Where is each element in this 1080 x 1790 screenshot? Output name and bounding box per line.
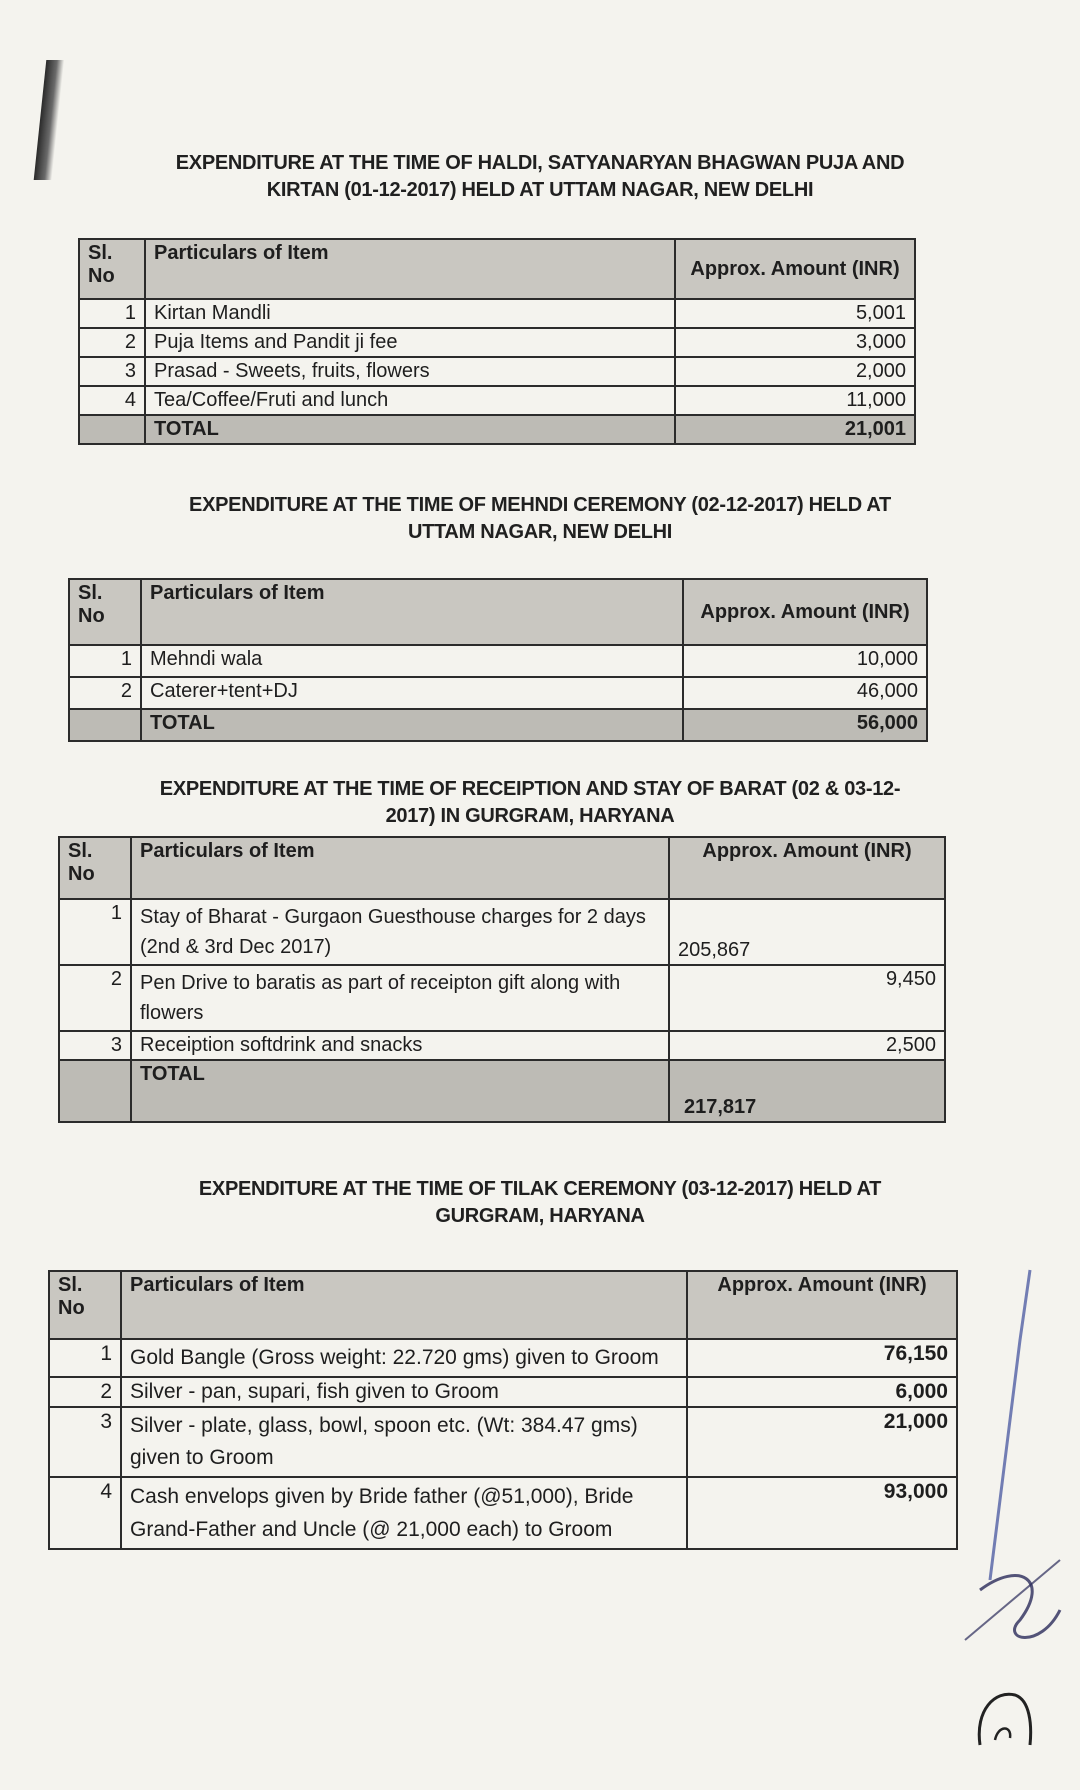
table-row xyxy=(79,299,915,328)
table-row xyxy=(69,677,927,709)
col-item-header: Particulars of Item xyxy=(141,579,683,645)
row-amount: 2,500 xyxy=(669,1031,945,1060)
row-item: Tea/Coffee/Fruti and lunch xyxy=(145,386,675,415)
total-sl-cell xyxy=(59,1060,131,1122)
section-4-heading: EXPENDITURE AT THE TIME OF TILAK CEREMONY (03-12-2017) HELD AT GURGRAM, HARYANA xyxy=(198,1178,882,1227)
col-amount-header: Approx. Amount (INR) xyxy=(683,579,927,645)
col-amount-header: Approx. Amount (INR) xyxy=(675,239,915,299)
row-item: Receiption softdrink and snacks xyxy=(131,1031,669,1060)
row-sl: 1 xyxy=(49,1339,121,1377)
row-item: Prasad - Sweets, fruits, flowers xyxy=(145,357,675,386)
table-row xyxy=(49,1477,957,1549)
row-amount: 3,000 xyxy=(675,328,915,357)
total-amount: 217,817 xyxy=(669,1060,945,1122)
total-sl-cell xyxy=(79,415,145,444)
table-row xyxy=(49,1377,957,1407)
total-row xyxy=(79,415,915,444)
row-amount: 21,000 xyxy=(687,1407,957,1477)
col-sl-header: Sl. No xyxy=(69,579,141,645)
row-sl: 3 xyxy=(59,1031,131,1060)
total-label: TOTAL xyxy=(145,415,675,444)
table-header-row xyxy=(59,837,945,899)
col-sl-header: Sl. No xyxy=(49,1271,121,1339)
total-label: TOTAL xyxy=(131,1060,669,1122)
table-row xyxy=(79,328,915,357)
table-row xyxy=(49,1339,957,1377)
row-amount: 93,000 xyxy=(687,1477,957,1549)
table-row xyxy=(59,965,945,1031)
table-row xyxy=(59,1031,945,1060)
row-item: Kirtan Mandli xyxy=(145,299,675,328)
col-item-header: Particulars of Item xyxy=(121,1271,687,1339)
section-1-table xyxy=(78,238,916,445)
table-header-row xyxy=(69,579,927,645)
row-sl: 4 xyxy=(49,1477,121,1549)
total-label: TOTAL xyxy=(141,709,683,741)
table-row xyxy=(79,386,915,415)
col-sl-header: Sl. No xyxy=(59,837,131,899)
table-row xyxy=(69,645,927,677)
row-amount: 9,450 xyxy=(669,965,945,1031)
col-item-header: Particulars of Item xyxy=(131,837,669,899)
row-amount: 205,867 xyxy=(669,899,945,965)
table-row xyxy=(59,899,945,965)
table-header-row xyxy=(49,1271,957,1339)
row-sl: 3 xyxy=(49,1407,121,1477)
row-item: Stay of Bharat - Gurgaon Guesthouse charges for 2 days (2nd & 3rd Dec 2017) xyxy=(131,899,669,965)
row-sl: 1 xyxy=(79,299,145,328)
col-amount-header: Approx. Amount (INR) xyxy=(669,837,945,899)
total-row xyxy=(59,1060,945,1122)
row-item: Silver - plate, glass, bowl, spoon etc. (Wt: 384.47 gms) given to Groom xyxy=(121,1407,687,1477)
row-item: Cash envelops given by Bride father (@51,000), Bride Grand-Father and Uncle (@ 21,000 each) to Groom xyxy=(121,1477,687,1549)
table-header-row xyxy=(79,239,915,299)
col-item-header: Particulars of Item xyxy=(145,239,675,299)
row-sl: 2 xyxy=(69,677,141,709)
table-row xyxy=(79,357,915,386)
row-item: Gold Bangle (Gross weight: 22.720 gms) given to Groom xyxy=(121,1339,687,1377)
row-amount: 11,000 xyxy=(675,386,915,415)
signature-stamp xyxy=(960,1260,1070,1660)
row-amount: 2,000 xyxy=(675,357,915,386)
row-item: Mehndi wala xyxy=(141,645,683,677)
row-sl: 1 xyxy=(69,645,141,677)
section-4-table xyxy=(48,1270,958,1550)
total-sl-cell xyxy=(69,709,141,741)
total-row xyxy=(69,709,927,741)
row-item: Puja Items and Pandit ji fee xyxy=(145,328,675,357)
row-amount: 76,150 xyxy=(687,1339,957,1377)
total-amount: 21,001 xyxy=(675,415,915,444)
row-sl: 1 xyxy=(59,899,131,965)
row-amount: 5,001 xyxy=(675,299,915,328)
section-2-table xyxy=(68,578,928,742)
page-edge-shadow xyxy=(34,60,65,180)
col-amount-header: Approx. Amount (INR) xyxy=(687,1271,957,1339)
row-sl: 2 xyxy=(49,1377,121,1407)
row-amount: 6,000 xyxy=(687,1377,957,1407)
section-2-heading: EXPENDITURE AT THE TIME OF MEHNDI CEREMONY (02-12-2017) HELD AT UTTAM NAGAR, NEW DELHI xyxy=(189,494,891,543)
row-item: Caterer+tent+DJ xyxy=(141,677,683,709)
section-3-table xyxy=(58,836,946,1123)
row-item: Pen Drive to baratis as part of receipton gift along with flowers xyxy=(131,965,669,1031)
row-sl: 2 xyxy=(79,328,145,357)
section-3-heading: EXPENDITURE AT THE TIME OF RECEIPTION AND STAY OF BARAT (02 & 03-12- 2017) IN GURGRAM, HARYANA xyxy=(159,778,901,827)
total-amount: 56,000 xyxy=(683,709,927,741)
row-item: Silver - pan, supari, fish given to Groom xyxy=(121,1377,687,1407)
row-sl: 4 xyxy=(79,386,145,415)
col-sl-header: Sl. No xyxy=(79,239,145,299)
section-1-heading: EXPENDITURE AT THE TIME OF HALDI, SATYANARYAN BHAGWAN PUJA AND KIRTAN (01-12-2017) HELD AT UTTAM NAGAR, NEW DELHI xyxy=(175,152,905,201)
table-row xyxy=(49,1407,957,1477)
row-amount: 10,000 xyxy=(683,645,927,677)
row-amount: 46,000 xyxy=(683,677,927,709)
row-sl: 2 xyxy=(59,965,131,1031)
page-number-mark xyxy=(970,1680,1040,1750)
row-sl: 3 xyxy=(79,357,145,386)
